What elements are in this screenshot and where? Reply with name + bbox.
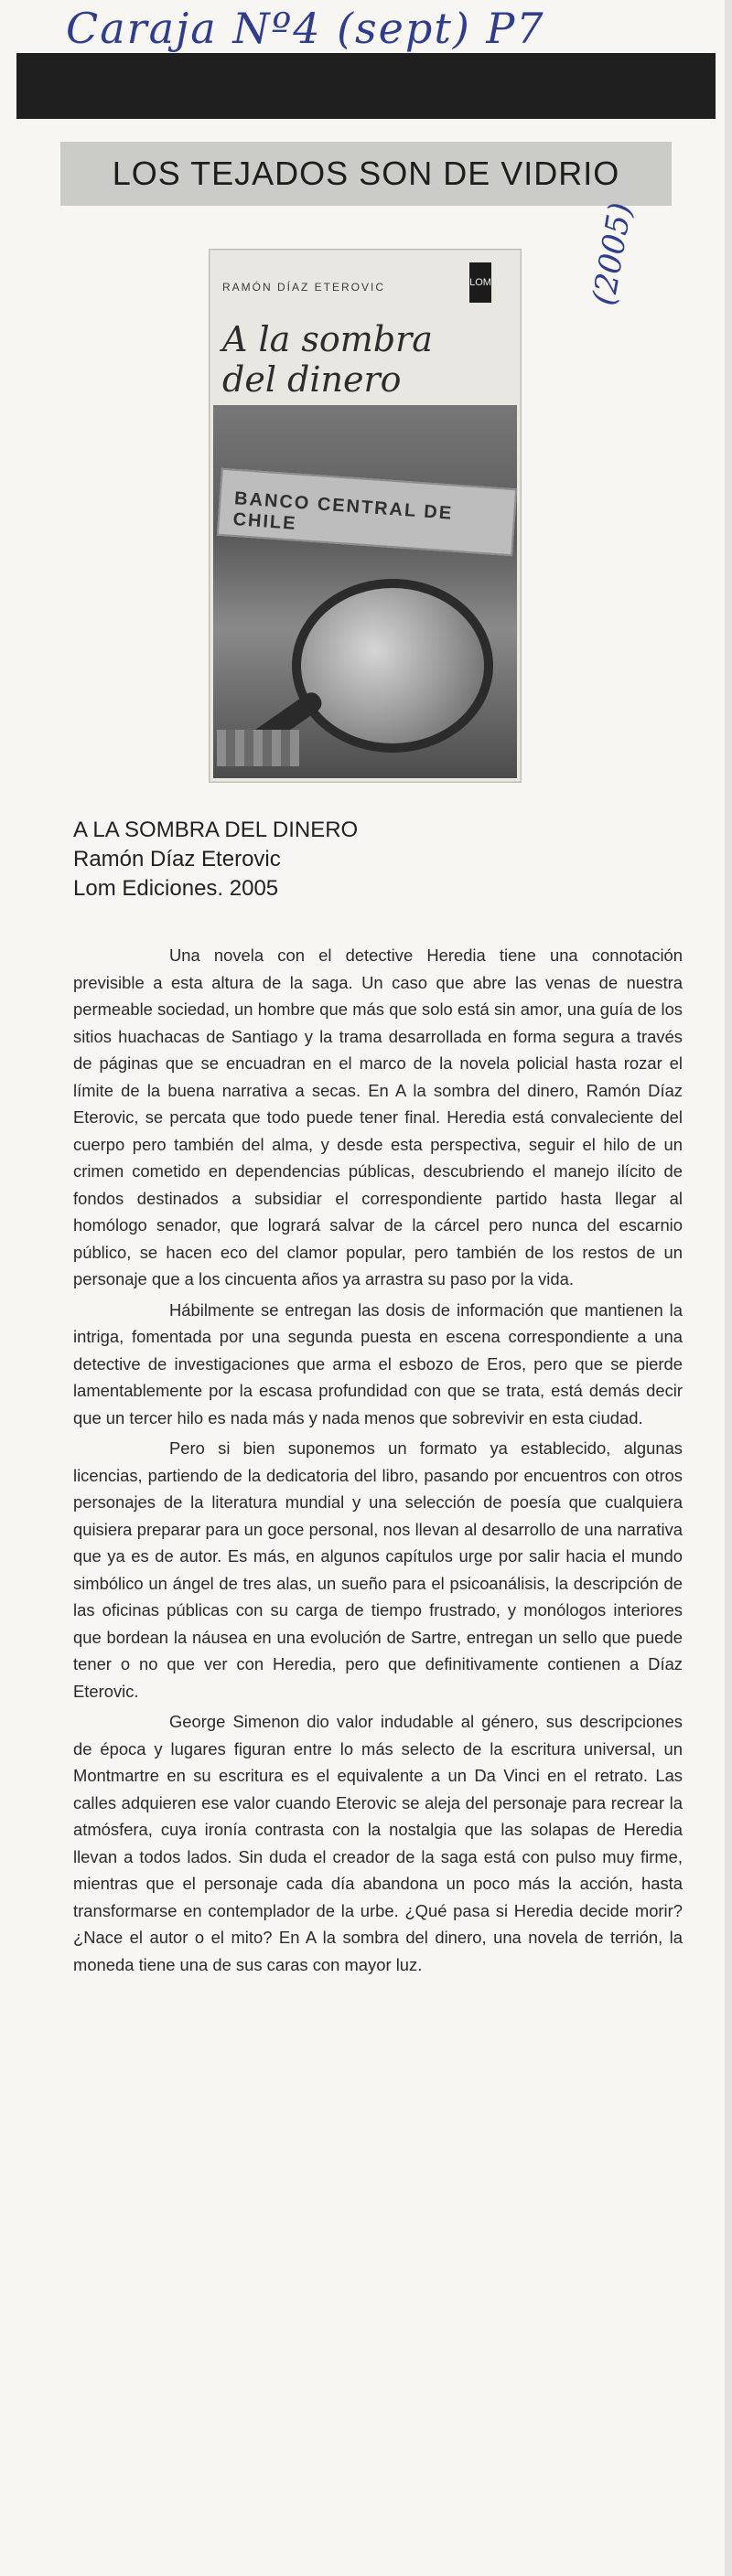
header-black-bar [16, 53, 716, 119]
book-cover-author: RAMÓN DÍAZ ETEROVIC [222, 281, 386, 294]
section-title: LOS TEJADOS SON DE VIDRIO [60, 142, 672, 206]
scan-edge [725, 0, 732, 2576]
handwritten-year-note: (2005) [586, 199, 640, 308]
book-meta-title: A LA SOMBRA DEL DINERO [73, 818, 359, 842]
book-meta-publisher: Lom Ediciones. 2005 [73, 876, 279, 901]
article-body [73, 942, 683, 1978]
coins-image [217, 730, 299, 766]
publisher-logo: LOM [469, 262, 491, 303]
book-meta [73, 816, 358, 903]
banknote-text: BANCO CENTRAL DE CHILE [231, 488, 454, 534]
book-meta-author: Ramón Díaz Eterovic [73, 847, 281, 871]
handwritten-source-note: Caraja Nº4 (sept) P7 [66, 4, 545, 53]
article-paragraph-1: Una novela con el detective Heredia tiene una connotación previsible a esta altura de la saga. Un caso que abre las venas de nuestra permeable sociedad, un hombre que más que solo está sin amor, una guía de los sitios huachacas de Santiago y la trama desarrollada en forma segura a través de páginas que se encuadran en el marco de la novela policial hasta rozar el límite de la buena narrativa a secas. En A la sombra del dinero, Ramón Díaz Eterovic, se percata que todo puede tener final. Heredia está convaleciente del cuerpo pero también del alma, y desde esta perspectiva, seguir el hilo de un crimen cometido en dependencias públicas, descubriendo el manejo ilícito de fondos destinados a subsidiar el correspondiente partido hasta llegar al homólogo senador, que logrará salvar de la cárcel pero nunca del escarnio público, se hacen eco del clamor popular, pero también de los restos de un personaje que a los cincuenta años ya arrastra su paso por la vida. [73, 946, 683, 1288]
magnifying-glass-icon [292, 579, 493, 753]
book-cover-title: A la sombra del dinero [222, 319, 433, 400]
article-paragraph-4: George Simenon dio valor indudable al género, sus descripciones de época y lugares figuran entre lo más selecto de la escritura universal, un Montmartre en su escritura es el equivalente a un Da Vinci en el retrato. Las calles adquieren ese valor cuando Eterovic se aleja del personaje para recrear la atmósfera, cuya ironía contrasta con la nostalgia que las solapas de Heredia llevan a todos lados. Sin duda el creador de la saga está con pulso muy firme, mientras que el personaje cada día abandona un poco más la acción, hasta transformarse en contemplador de la urbe. ¿Qué pasa si Heredia decide morir? ¿Nace el autor o el mito? En A la sombra del dinero, una novela de terrión, la moneda tiene una de sus caras con mayor luz. [73, 1712, 683, 1974]
book-cover-image [209, 249, 522, 783]
article-paragraph-2: Hábilmente se entregan las dosis de información que mantienen la intriga, fomentada por una segunda puesta en escena correspondiente a una detective de investigaciones que arma el esbozo de Eros, pero que se pierde lamentablemente por la escasa profundidad con que se trata, está demás decir que un tercer hilo es nada más y nada menos que sobrevivir en esta ciudad. [73, 1299, 683, 1427]
article-paragraph-3: Pero si bien suponemos un formato ya establecido, algunas licencias, partiendo de la dedicatoria del libro, pasando por encuentros con otros personajes de la literatura mundial y una selección de poesía que cualquiera quisiera preparar para un goce personal, nos llevan al desarrollo de una narrativa que ya es de autor. Es más, en algunos capítulos urge por salir hacia el mundo simbólico un ángel de tres alas, un sueño para el psicoanálisis, la descripción de las oficinas públicas con su carga de tiempo frustrado, y monólogos interiores que bordean la náusea en una evolución de Sartre, entregan un sello que puede tener o no que ver con Heredia, pero que definitivamente contienen a Díaz Eterovic. [73, 1438, 683, 1701]
